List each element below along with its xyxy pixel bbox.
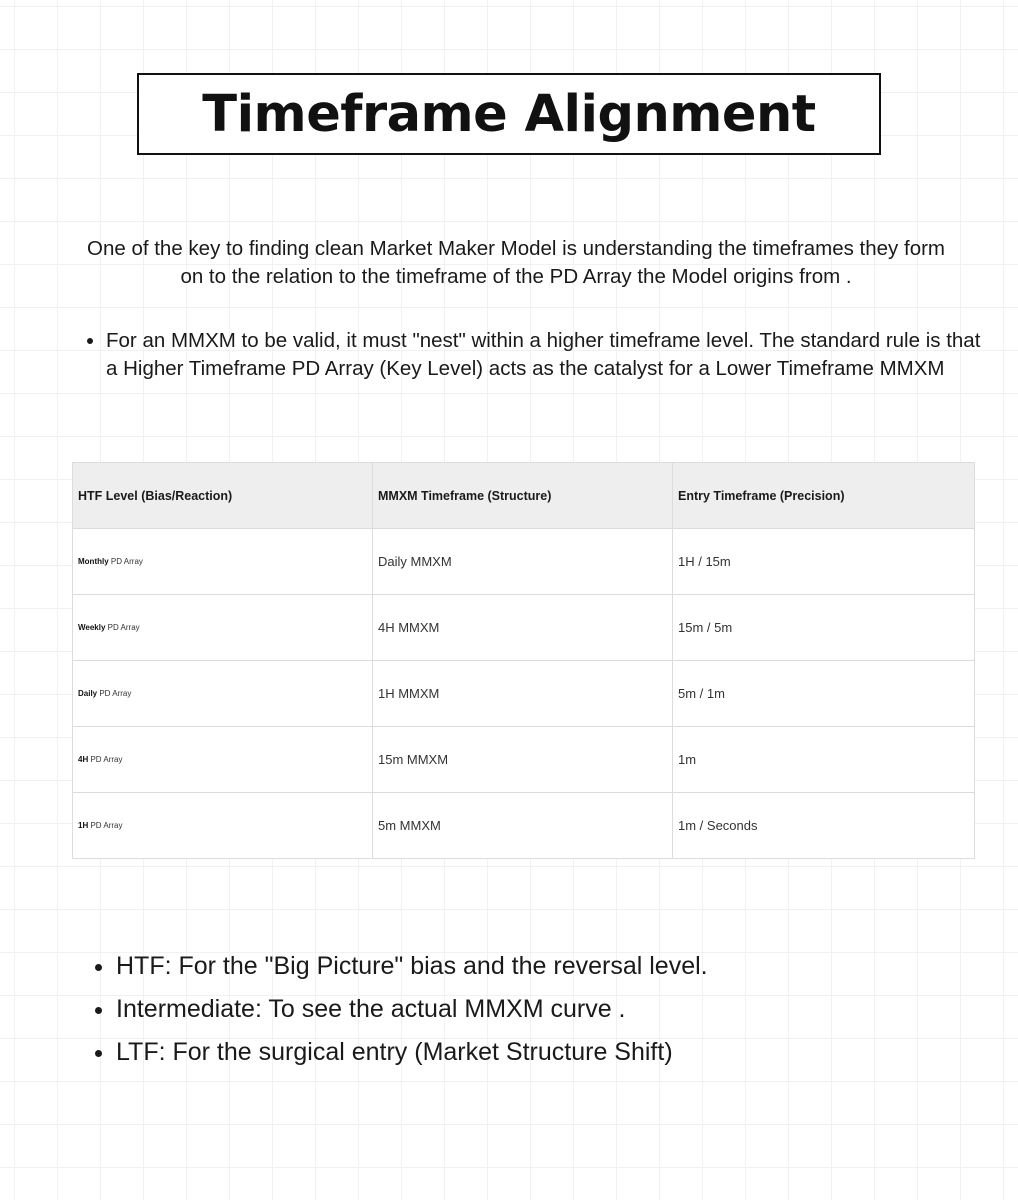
htf-level-cell: [73, 727, 373, 793]
htf-level-name: Monthly: [78, 557, 109, 566]
table-row: [73, 595, 975, 661]
htf-level-name: 4H: [78, 755, 89, 764]
entry-timeframe-cell: 1m / Seconds: [673, 793, 975, 859]
htf-level-suffix: PD Array: [105, 623, 140, 632]
title-box: [137, 73, 881, 155]
mmxm-timeframe-cell: 4H MMXM: [373, 595, 673, 661]
header-mmxm-timeframe: MMXM Timeframe (Structure): [373, 463, 673, 529]
table-row: [73, 727, 975, 793]
summary-bullet-intermediate: • Intermediate: To see the actual MMXM curve .: [116, 988, 976, 1031]
htf-level-suffix: PD Array: [97, 689, 132, 698]
htf-level-suffix: PD Array: [108, 557, 143, 566]
htf-level-cell: [73, 661, 373, 727]
table-row: [73, 661, 975, 727]
rule-bullet: • For an MMXM to be valid, it must "nest" within a higher timeframe level. The standard rule is that a Higher Timeframe PD Array (Key Level) acts as the catalyst for a Lower Timeframe MMXM: [106, 327, 986, 383]
htf-level-name: Daily: [78, 689, 98, 698]
rule-list: [86, 327, 986, 383]
entry-timeframe-cell: 1H / 15m: [673, 529, 975, 595]
htf-level-suffix: PD Array: [88, 755, 123, 764]
htf-level-cell: [73, 529, 373, 595]
entry-timeframe-cell: 5m / 1m: [673, 661, 975, 727]
mmxm-timeframe-cell: 1H MMXM: [373, 661, 673, 727]
table-row: [73, 529, 975, 595]
entry-timeframe-cell: 15m / 5m: [673, 595, 975, 661]
page-title: Timeframe Alignment: [202, 84, 816, 144]
htf-level-name: 1H: [78, 821, 89, 830]
htf-level-suffix: PD Array: [88, 821, 123, 830]
htf-level-name: Weekly: [78, 623, 106, 632]
table-header-row: [73, 463, 975, 529]
mmxm-timeframe-cell: 15m MMXM: [373, 727, 673, 793]
entry-timeframe-cell: 1m: [673, 727, 975, 793]
timeframe-table: [72, 462, 975, 859]
summary-bullet-htf: • HTF: For the "Big Picture" bias and the reversal level.: [116, 945, 976, 988]
mmxm-timeframe-cell: Daily MMXM: [373, 529, 673, 595]
summary-bullet-ltf: • LTF: For the surgical entry (Market Structure Shift): [116, 1031, 976, 1074]
header-entry-timeframe: Entry Timeframe (Precision): [673, 463, 975, 529]
table-row: [73, 793, 975, 859]
header-htf-level: HTF Level (Bias/Reaction): [73, 463, 373, 529]
summary-list: [93, 945, 976, 1074]
htf-level-cell: [73, 595, 373, 661]
htf-level-cell: [73, 793, 373, 859]
intro-paragraph: One of the key to finding clean Market Maker Model is understanding the timeframes they form on to the relation to the timeframe of the PD Array the Model origins from .: [87, 236, 945, 288]
mmxm-timeframe-cell: 5m MMXM: [373, 793, 673, 859]
